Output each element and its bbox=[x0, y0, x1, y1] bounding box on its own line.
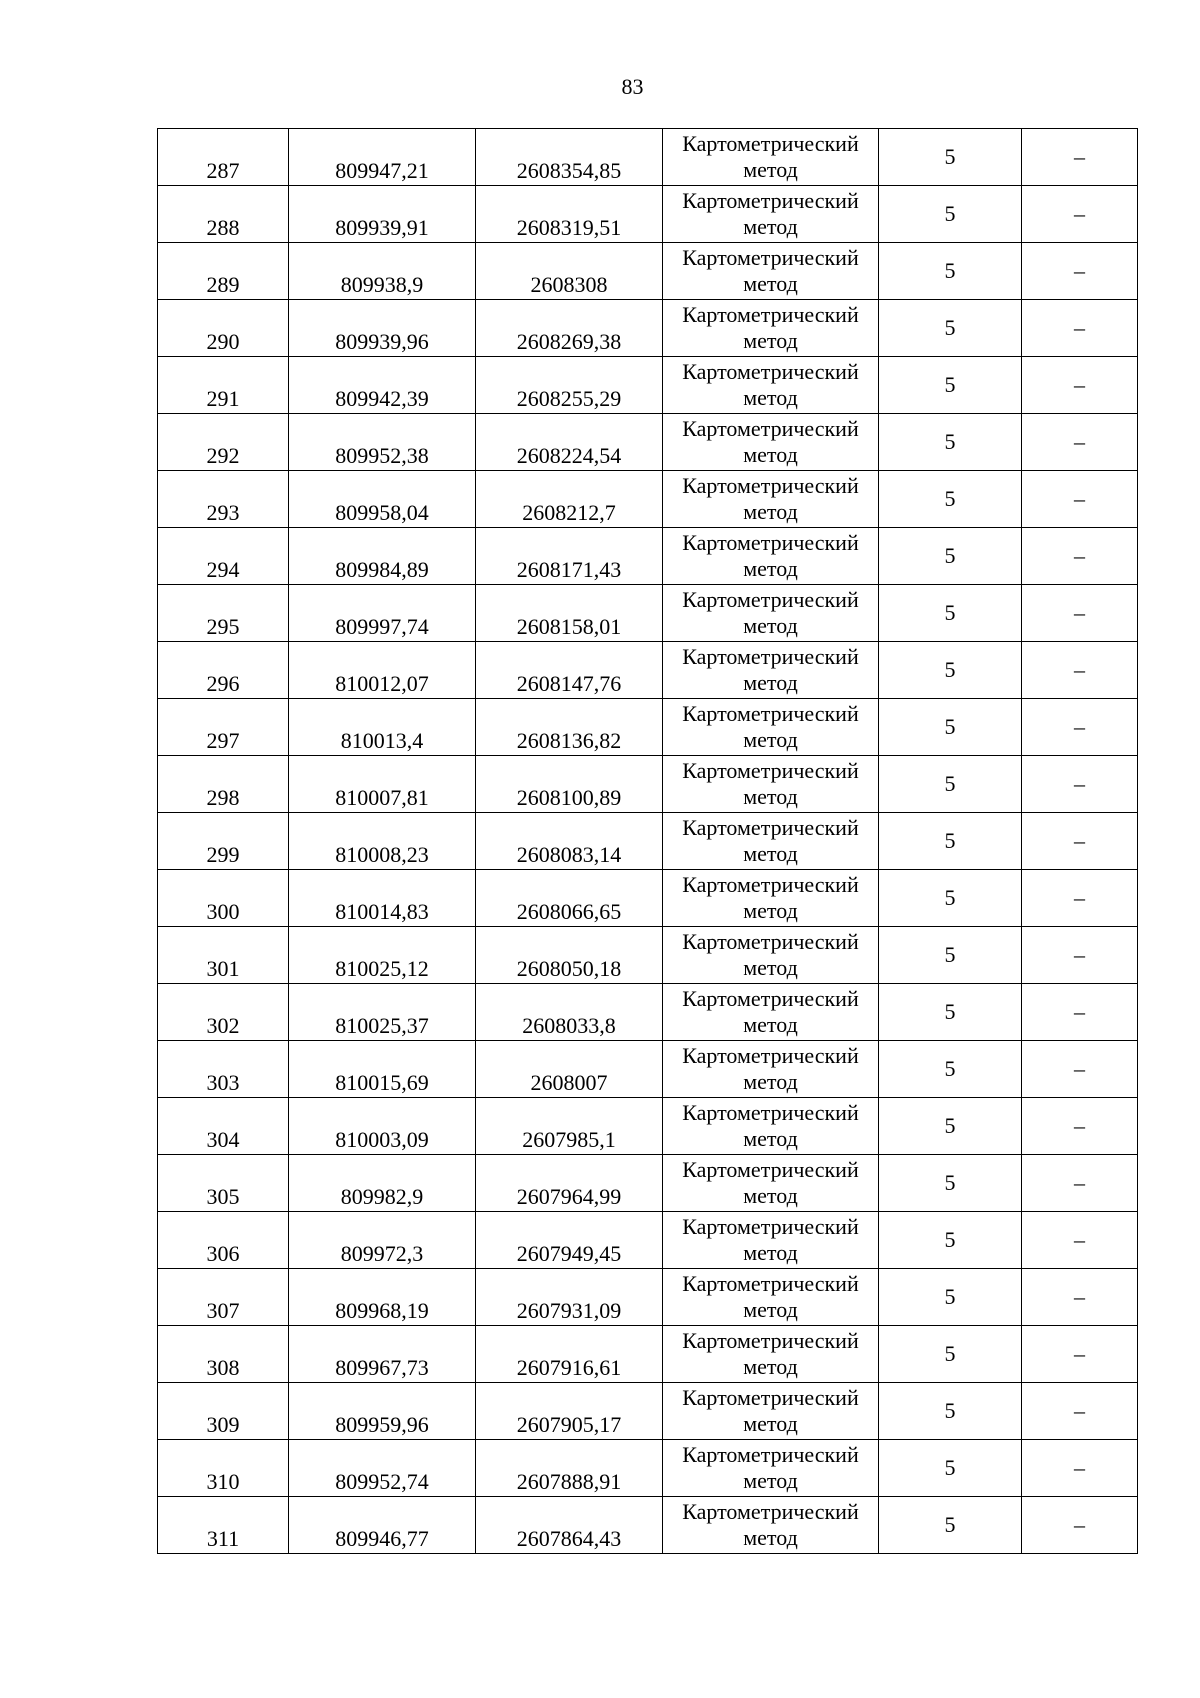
method-cell bbox=[663, 300, 879, 357]
method-cell bbox=[663, 1155, 879, 1212]
note-cell: – bbox=[1022, 186, 1138, 243]
point-number-cell: 297 bbox=[158, 699, 289, 756]
note-cell: – bbox=[1022, 1497, 1138, 1554]
accuracy-cell: 5 bbox=[879, 1155, 1022, 1212]
table-row bbox=[158, 870, 1138, 927]
method-line-2: метод bbox=[743, 271, 798, 296]
point-number-cell: 303 bbox=[158, 1041, 289, 1098]
accuracy-cell: 5 bbox=[879, 414, 1022, 471]
method-cell bbox=[663, 927, 879, 984]
accuracy-cell: 5 bbox=[879, 1326, 1022, 1383]
method-cell bbox=[663, 129, 879, 186]
x-coordinate-cell: 809939,96 bbox=[289, 300, 476, 357]
method-cell bbox=[663, 585, 879, 642]
note-cell: – bbox=[1022, 471, 1138, 528]
method-line-2: метод bbox=[743, 556, 798, 581]
table-row bbox=[158, 1497, 1138, 1554]
method-line-1: Картометрический bbox=[682, 416, 859, 441]
y-coordinate-cell: 2607905,17 bbox=[476, 1383, 663, 1440]
y-coordinate-cell: 2607964,99 bbox=[476, 1155, 663, 1212]
method-line-1: Картометрический bbox=[682, 986, 859, 1011]
y-coordinate-cell: 2608224,54 bbox=[476, 414, 663, 471]
x-coordinate-cell: 810015,69 bbox=[289, 1041, 476, 1098]
table-row bbox=[158, 642, 1138, 699]
note-cell: – bbox=[1022, 699, 1138, 756]
method-line-1: Картометрический bbox=[682, 1214, 859, 1239]
method-cell bbox=[663, 414, 879, 471]
point-number-cell: 310 bbox=[158, 1440, 289, 1497]
table-row bbox=[158, 186, 1138, 243]
y-coordinate-cell: 2607931,09 bbox=[476, 1269, 663, 1326]
table-row bbox=[158, 927, 1138, 984]
method-line-2: метод bbox=[743, 1354, 798, 1379]
x-coordinate-cell: 809939,91 bbox=[289, 186, 476, 243]
method-line-2: метод bbox=[743, 157, 798, 182]
x-coordinate-cell: 810008,23 bbox=[289, 813, 476, 870]
note-cell: – bbox=[1022, 1041, 1138, 1098]
x-coordinate-cell: 809984,89 bbox=[289, 528, 476, 585]
point-number-cell: 308 bbox=[158, 1326, 289, 1383]
method-cell bbox=[663, 1326, 879, 1383]
x-coordinate-cell: 810013,4 bbox=[289, 699, 476, 756]
table-row bbox=[158, 243, 1138, 300]
table-row bbox=[158, 1383, 1138, 1440]
method-line-2: метод bbox=[743, 1012, 798, 1037]
note-cell: – bbox=[1022, 414, 1138, 471]
method-line-1: Картометрический bbox=[682, 359, 859, 384]
method-line-1: Картометрический bbox=[682, 245, 859, 270]
y-coordinate-cell: 2607916,61 bbox=[476, 1326, 663, 1383]
table-row bbox=[158, 1041, 1138, 1098]
x-coordinate-cell: 809942,39 bbox=[289, 357, 476, 414]
x-coordinate-cell: 809968,19 bbox=[289, 1269, 476, 1326]
table-row bbox=[158, 1155, 1138, 1212]
method-cell bbox=[663, 870, 879, 927]
note-cell: – bbox=[1022, 300, 1138, 357]
x-coordinate-cell: 809967,73 bbox=[289, 1326, 476, 1383]
method-line-1: Картометрический bbox=[682, 758, 859, 783]
y-coordinate-cell: 2608147,76 bbox=[476, 642, 663, 699]
table-row bbox=[158, 984, 1138, 1041]
note-cell: – bbox=[1022, 1212, 1138, 1269]
x-coordinate-cell: 809982,9 bbox=[289, 1155, 476, 1212]
note-cell: – bbox=[1022, 642, 1138, 699]
method-line-2: метод bbox=[743, 955, 798, 980]
accuracy-cell: 5 bbox=[879, 1212, 1022, 1269]
method-cell bbox=[663, 1440, 879, 1497]
y-coordinate-cell: 2608319,51 bbox=[476, 186, 663, 243]
method-cell bbox=[663, 1212, 879, 1269]
point-number-cell: 298 bbox=[158, 756, 289, 813]
method-line-1: Картометрический bbox=[682, 302, 859, 327]
method-line-2: метод bbox=[743, 1183, 798, 1208]
point-number-cell: 309 bbox=[158, 1383, 289, 1440]
note-cell: – bbox=[1022, 243, 1138, 300]
y-coordinate-cell: 2608171,43 bbox=[476, 528, 663, 585]
y-coordinate-cell: 2608269,38 bbox=[476, 300, 663, 357]
note-cell: – bbox=[1022, 1383, 1138, 1440]
method-line-2: метод bbox=[743, 499, 798, 524]
accuracy-cell: 5 bbox=[879, 699, 1022, 756]
method-cell bbox=[663, 1041, 879, 1098]
table-row bbox=[158, 813, 1138, 870]
method-line-2: метод bbox=[743, 1411, 798, 1436]
method-line-2: метод bbox=[743, 214, 798, 239]
method-line-2: метод bbox=[743, 784, 798, 809]
method-line-2: метод bbox=[743, 1525, 798, 1550]
accuracy-cell: 5 bbox=[879, 471, 1022, 528]
method-line-1: Картометрический bbox=[682, 1157, 859, 1182]
method-cell bbox=[663, 1098, 879, 1155]
note-cell: – bbox=[1022, 357, 1138, 414]
method-line-1: Картометрический bbox=[682, 188, 859, 213]
x-coordinate-cell: 810012,07 bbox=[289, 642, 476, 699]
table-row bbox=[158, 585, 1138, 642]
accuracy-cell: 5 bbox=[879, 1440, 1022, 1497]
note-cell: – bbox=[1022, 756, 1138, 813]
note-cell: – bbox=[1022, 1269, 1138, 1326]
method-line-2: метод bbox=[743, 670, 798, 695]
point-number-cell: 311 bbox=[158, 1497, 289, 1554]
y-coordinate-cell: 2608083,14 bbox=[476, 813, 663, 870]
y-coordinate-cell: 2608033,8 bbox=[476, 984, 663, 1041]
accuracy-cell: 5 bbox=[879, 357, 1022, 414]
method-cell bbox=[663, 813, 879, 870]
method-line-1: Картометрический bbox=[682, 872, 859, 897]
method-line-2: метод bbox=[743, 1297, 798, 1322]
x-coordinate-cell: 809947,21 bbox=[289, 129, 476, 186]
accuracy-cell: 5 bbox=[879, 1041, 1022, 1098]
method-cell bbox=[663, 1497, 879, 1554]
x-coordinate-cell: 810003,09 bbox=[289, 1098, 476, 1155]
accuracy-cell: 5 bbox=[879, 927, 1022, 984]
point-number-cell: 291 bbox=[158, 357, 289, 414]
point-number-cell: 307 bbox=[158, 1269, 289, 1326]
method-line-2: метод bbox=[743, 1240, 798, 1265]
accuracy-cell: 5 bbox=[879, 642, 1022, 699]
table-row bbox=[158, 1269, 1138, 1326]
table-row bbox=[158, 756, 1138, 813]
y-coordinate-cell: 2608308 bbox=[476, 243, 663, 300]
table-row bbox=[158, 1326, 1138, 1383]
x-coordinate-cell: 809938,9 bbox=[289, 243, 476, 300]
accuracy-cell: 5 bbox=[879, 1269, 1022, 1326]
method-line-1: Картометрический bbox=[682, 1043, 859, 1068]
method-line-1: Картометрический bbox=[682, 473, 859, 498]
note-cell: – bbox=[1022, 1155, 1138, 1212]
method-line-1: Картометрический bbox=[682, 701, 859, 726]
accuracy-cell: 5 bbox=[879, 528, 1022, 585]
x-coordinate-cell: 809946,77 bbox=[289, 1497, 476, 1554]
x-coordinate-cell: 809972,3 bbox=[289, 1212, 476, 1269]
table-row bbox=[158, 1212, 1138, 1269]
method-line-2: метод bbox=[743, 727, 798, 752]
x-coordinate-cell: 809952,74 bbox=[289, 1440, 476, 1497]
table-row bbox=[158, 129, 1138, 186]
table-row bbox=[158, 699, 1138, 756]
point-number-cell: 304 bbox=[158, 1098, 289, 1155]
method-line-2: метод bbox=[743, 442, 798, 467]
point-number-cell: 300 bbox=[158, 870, 289, 927]
x-coordinate-cell: 809952,38 bbox=[289, 414, 476, 471]
method-line-1: Картометрический bbox=[682, 929, 859, 954]
method-line-2: метод bbox=[743, 613, 798, 638]
method-cell bbox=[663, 1383, 879, 1440]
accuracy-cell: 5 bbox=[879, 756, 1022, 813]
y-coordinate-cell: 2607864,43 bbox=[476, 1497, 663, 1554]
y-coordinate-cell: 2608158,01 bbox=[476, 585, 663, 642]
y-coordinate-cell: 2608136,82 bbox=[476, 699, 663, 756]
method-cell bbox=[663, 1269, 879, 1326]
note-cell: – bbox=[1022, 870, 1138, 927]
method-line-1: Картометрический bbox=[682, 1499, 859, 1524]
accuracy-cell: 5 bbox=[879, 1383, 1022, 1440]
coordinates-table bbox=[157, 128, 1138, 1554]
method-cell bbox=[663, 528, 879, 585]
method-line-2: метод bbox=[743, 1126, 798, 1151]
point-number-cell: 293 bbox=[158, 471, 289, 528]
point-number-cell: 292 bbox=[158, 414, 289, 471]
x-coordinate-cell: 809958,04 bbox=[289, 471, 476, 528]
table-row bbox=[158, 528, 1138, 585]
method-line-1: Картометрический bbox=[682, 1385, 859, 1410]
y-coordinate-cell: 2607985,1 bbox=[476, 1098, 663, 1155]
y-coordinate-cell: 2608050,18 bbox=[476, 927, 663, 984]
y-coordinate-cell: 2608100,89 bbox=[476, 756, 663, 813]
method-line-2: метод bbox=[743, 898, 798, 923]
x-coordinate-cell: 809997,74 bbox=[289, 585, 476, 642]
method-line-2: метод bbox=[743, 328, 798, 353]
point-number-cell: 289 bbox=[158, 243, 289, 300]
table-row bbox=[158, 1098, 1138, 1155]
page-number: 83 bbox=[621, 74, 644, 99]
accuracy-cell: 5 bbox=[879, 585, 1022, 642]
method-line-1: Картометрический bbox=[682, 1271, 859, 1296]
table-row bbox=[158, 1440, 1138, 1497]
method-line-1: Картометрический bbox=[682, 1328, 859, 1353]
note-cell: – bbox=[1022, 1440, 1138, 1497]
method-cell bbox=[663, 471, 879, 528]
table-row bbox=[158, 471, 1138, 528]
table-row bbox=[158, 414, 1138, 471]
x-coordinate-cell: 810007,81 bbox=[289, 756, 476, 813]
note-cell: – bbox=[1022, 585, 1138, 642]
note-cell: – bbox=[1022, 1098, 1138, 1155]
method-cell bbox=[663, 642, 879, 699]
table-row bbox=[158, 357, 1138, 414]
point-number-cell: 294 bbox=[158, 528, 289, 585]
note-cell: – bbox=[1022, 813, 1138, 870]
table-row bbox=[158, 300, 1138, 357]
method-line-1: Картометрический bbox=[682, 530, 859, 555]
y-coordinate-cell: 2607949,45 bbox=[476, 1212, 663, 1269]
method-cell bbox=[663, 984, 879, 1041]
accuracy-cell: 5 bbox=[879, 300, 1022, 357]
x-coordinate-cell: 810025,37 bbox=[289, 984, 476, 1041]
accuracy-cell: 5 bbox=[879, 1098, 1022, 1155]
x-coordinate-cell: 810025,12 bbox=[289, 927, 476, 984]
note-cell: – bbox=[1022, 528, 1138, 585]
method-line-1: Картометрический bbox=[682, 587, 859, 612]
accuracy-cell: 5 bbox=[879, 129, 1022, 186]
method-cell bbox=[663, 699, 879, 756]
note-cell: – bbox=[1022, 984, 1138, 1041]
y-coordinate-cell: 2608354,85 bbox=[476, 129, 663, 186]
note-cell: – bbox=[1022, 1326, 1138, 1383]
note-cell: – bbox=[1022, 927, 1138, 984]
accuracy-cell: 5 bbox=[879, 186, 1022, 243]
method-line-2: метод bbox=[743, 841, 798, 866]
accuracy-cell: 5 bbox=[879, 870, 1022, 927]
method-cell bbox=[663, 186, 879, 243]
point-number-cell: 299 bbox=[158, 813, 289, 870]
y-coordinate-cell: 2608255,29 bbox=[476, 357, 663, 414]
point-number-cell: 306 bbox=[158, 1212, 289, 1269]
method-cell bbox=[663, 756, 879, 813]
point-number-cell: 295 bbox=[158, 585, 289, 642]
accuracy-cell: 5 bbox=[879, 984, 1022, 1041]
method-line-1: Картометрический bbox=[682, 1442, 859, 1467]
x-coordinate-cell: 810014,83 bbox=[289, 870, 476, 927]
y-coordinate-cell: 2608066,65 bbox=[476, 870, 663, 927]
y-coordinate-cell: 2608212,7 bbox=[476, 471, 663, 528]
method-line-1: Картометрический bbox=[682, 644, 859, 669]
method-line-2: метод bbox=[743, 1468, 798, 1493]
note-cell: – bbox=[1022, 129, 1138, 186]
method-line-2: метод bbox=[743, 385, 798, 410]
point-number-cell: 302 bbox=[158, 984, 289, 1041]
method-line-2: метод bbox=[743, 1069, 798, 1094]
point-number-cell: 290 bbox=[158, 300, 289, 357]
accuracy-cell: 5 bbox=[879, 1497, 1022, 1554]
point-number-cell: 288 bbox=[158, 186, 289, 243]
y-coordinate-cell: 2608007 bbox=[476, 1041, 663, 1098]
accuracy-cell: 5 bbox=[879, 813, 1022, 870]
point-number-cell: 305 bbox=[158, 1155, 289, 1212]
point-number-cell: 287 bbox=[158, 129, 289, 186]
method-line-1: Картометрический bbox=[682, 1100, 859, 1125]
method-line-1: Картометрический bbox=[682, 131, 859, 156]
method-line-1: Картометрический bbox=[682, 815, 859, 840]
method-cell bbox=[663, 357, 879, 414]
y-coordinate-cell: 2607888,91 bbox=[476, 1440, 663, 1497]
method-cell bbox=[663, 243, 879, 300]
accuracy-cell: 5 bbox=[879, 243, 1022, 300]
x-coordinate-cell: 809959,96 bbox=[289, 1383, 476, 1440]
point-number-cell: 301 bbox=[158, 927, 289, 984]
point-number-cell: 296 bbox=[158, 642, 289, 699]
